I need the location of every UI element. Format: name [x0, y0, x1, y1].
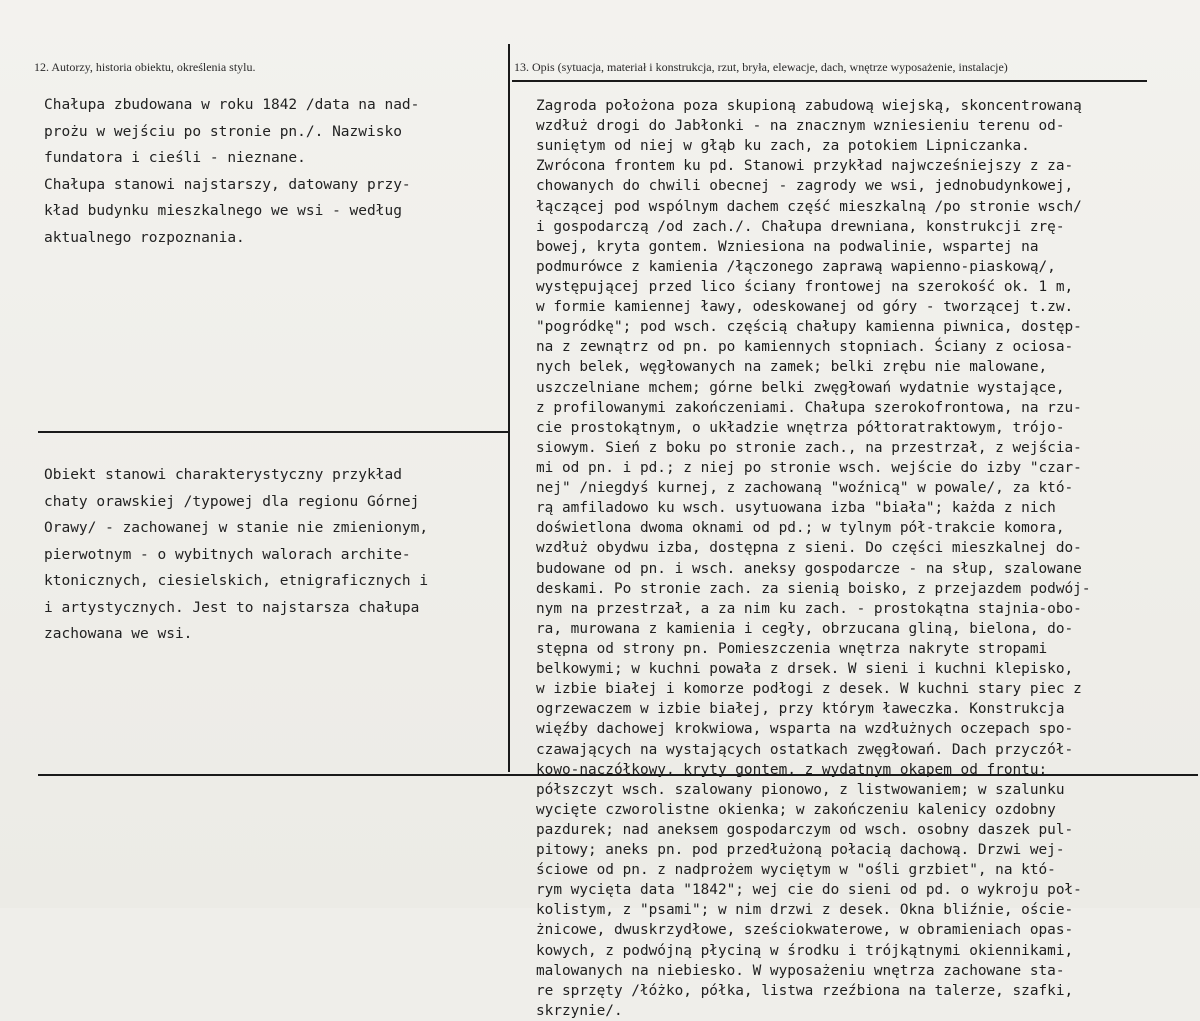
text-line: uszczelniane mchem; górne belki zwęgłowań wydatnie wystające,	[536, 379, 1065, 396]
text-line: Chałupa stanowi najstarszy, datowany przy-	[44, 176, 411, 193]
text-line: ogrzewaczem w izbie białej, przy którym ławeczka. Konstrukcja	[536, 701, 1065, 718]
text-line: skrzynie/.	[536, 1002, 623, 1019]
text-line: rą amfiladowo ku wsch. usytuowana izba "biała"; każda z nich	[536, 500, 1056, 517]
section-13-header: 13. Opis (sytuacja, materiał i konstrukcja, rzut, bryła, elewacje, dach, wnętrze wyposażenie, instalacje)	[514, 60, 1008, 74]
text-line: na z zewnątrz od pn. po kamiennych stopniach. Ściany z ociosa-	[536, 339, 1074, 356]
text-line: i artystycznych. Jest to najstarsza chałupa	[44, 599, 420, 616]
text-line: więźby dachowej krokwiowa, wsparta na wzdłużnych oczepach spo-	[536, 721, 1074, 738]
text-line: nych belek, węgłowanych na zamek; belki zrębu nie malowane,	[536, 359, 1048, 376]
text-line: kolistym, z "psami"; w nim drzwi z desek. Okna bliźnie, oście-	[536, 902, 1074, 919]
text-line: występującej przed lico ściany frontowej na szerokość ok. 1 m,	[536, 278, 1074, 295]
header-underline	[512, 80, 1147, 82]
text-line: ra, murowana z kamienia i cegły, obrzucana gliną, bielona, do-	[536, 620, 1074, 637]
text-line: budowane od pn. i wsch. aneksy gospodarcze - na słup, szalowane	[536, 560, 1082, 577]
history-text	[44, 92, 419, 251]
significance-text	[44, 462, 428, 648]
text-line: "pogródkę"; pod wsch. częścią chałupy kamienna piwnica, dostęp-	[536, 319, 1082, 336]
left-section-divider	[38, 431, 508, 433]
text-line: re sprzęty /łóżko, półka, listwa rzeźbiona na talerze, szafki,	[536, 982, 1074, 999]
text-line: stępna od strony pn. Pomieszczenia wnętrza nakryte stropami	[536, 640, 1048, 657]
text-line: deskami. Po stronie zach. za sienią boisko, z przejazdem podwój-	[536, 580, 1091, 597]
text-line: półszczyt wsch. szalowany pionowo, z listwowaniem; w szalunku	[536, 781, 1065, 798]
text-line: łączącej pod wspólnym dachem część mieszkalną /po stronie wsch/	[536, 198, 1082, 215]
text-line: pierwotnym - o wybitnych walorach archite-	[44, 546, 411, 563]
text-line: cie prostokątnym, o układzie wnętrza półtoratraktowym, trójo-	[536, 419, 1065, 436]
text-line: Obiekt stanowi charakterystyczny przykład	[44, 467, 402, 483]
text-line: suniętym od niej w głąb ku zach, za potokiem Lipniczanka.	[536, 138, 1030, 155]
text-line: kład budynku mieszkalnego we wsi - według	[44, 203, 402, 219]
text-line: pitowy; aneks pn. pod przedłużoną połacią dachową. Drzwi wej-	[536, 842, 1065, 859]
text-line: prożu w wejściu po stronie pn./. Nazwisko	[44, 123, 402, 140]
text-line: siowym. Sień z boku po stronie zach., na przestrzał, z wejścia-	[536, 439, 1082, 456]
text-line: i gospodarczą /od zach./. Chałupa drewniana, konstrukcji zrę-	[536, 218, 1065, 235]
text-line: nej" /niegdyś kurnej, z zachowaną "woźnicą" w powale/, za któ-	[536, 480, 1074, 497]
text-line: pazdurek; nad aneksem gospodarczym od wsch. osobny daszek pul-	[536, 821, 1074, 838]
text-line: w izbie białej i komorze podłogi z desek. W kuchni stary piec z	[536, 681, 1082, 698]
text-line: wzdłuż obydwu izba, dostępna z sieni. Do części mieszkalnej do-	[536, 540, 1082, 557]
text-line: belkowymi; w kuchni powała z drsek. W sieni i kuchni klepisko,	[536, 661, 1074, 678]
text-line: wzdłuż drogi do Jabłonki - na znacznym wzniesieniu terenu od-	[536, 118, 1065, 135]
vertical-divider	[508, 44, 510, 772]
text-line: fundatora i cieśli - nieznane.	[44, 150, 306, 166]
text-line: kowych, z podwójną płyciną w środku i trójkątnymi okiennikami,	[536, 942, 1074, 959]
text-line: podmurówce z kamienia /łączonego zaprawą wapienno-piaskową/,	[536, 258, 1056, 275]
text-line: Zwrócona frontem ku pd. Stanowi przykład najwcześniejszy z za-	[536, 158, 1074, 175]
text-line: nym na przestrzał, a za nim ku zach. - prostokątna stajnia-obo-	[536, 600, 1082, 617]
text-line: Orawy/ - zachowanej w stanie nie zmienionym,	[44, 520, 429, 536]
text-line: z profilowanymi zakończeniami. Chałupa szerokofrontowa, na rzu-	[536, 399, 1082, 416]
text-line: czawających na wystających ostatkach zwęgłowań. Dach przyczół-	[536, 741, 1074, 758]
text-line: ściowe od pn. z nadprożem wyciętym w "ośli grzbiet", na któ-	[536, 862, 1056, 879]
text-line: rym wycięta data "1842"; wej cie do sieni od pd. o wykroju poł-	[536, 882, 1082, 899]
text-line: zachowana we wsi.	[44, 626, 193, 642]
text-line: bowej, kryta gontem. Wzniesiona na podwalinie, wspartej na	[536, 238, 1039, 255]
text-line: chowanych do chwili obecnej - zagrody we wsi, jednobudynkowej,	[536, 178, 1074, 195]
text-line: ktonicznych, ciesielskich, etnigraficznych i	[44, 573, 429, 589]
section-12-header: 12. Autorzy, historia obiektu, określenia stylu.	[34, 60, 256, 74]
text-line: chaty orawskiej /typowej dla regionu Górnej	[44, 493, 420, 510]
text-line: aktualnego rozpoznania.	[44, 229, 245, 246]
text-line: kowo-naczółkowy, kryty gontem, z wydatnym okapem od frontu;	[536, 761, 1048, 778]
text-line: w formie kamiennej ławy, odeskowanej od góry - tworzącej t.zw.	[536, 299, 1074, 316]
text-line: żnicowe, dwuskrzydłowe, sześciokwaterowe, w obramieniach opas-	[536, 922, 1074, 939]
text-line: mi od pn. i pd.; z niej po stronie wsch. wejście do izby "czar-	[536, 459, 1082, 476]
text-line: Zagroda położona poza skupioną zabudową wiejską, skoncentrowaną	[536, 98, 1082, 114]
description-text	[536, 96, 1091, 1021]
text-line: malowanych na niebiesko. W wyposażeniu wnętrza zachowane sta-	[536, 962, 1065, 979]
text-line: doświetlona dwoma oknami od pd.; w tylnym pół-trakcie komora,	[536, 520, 1065, 537]
text-line: wycięte czworolistne okienka; w zakończeniu kalenicy ozdobny	[536, 801, 1056, 818]
text-line: Chałupa zbudowana w roku 1842 /data na nad-	[44, 97, 420, 113]
